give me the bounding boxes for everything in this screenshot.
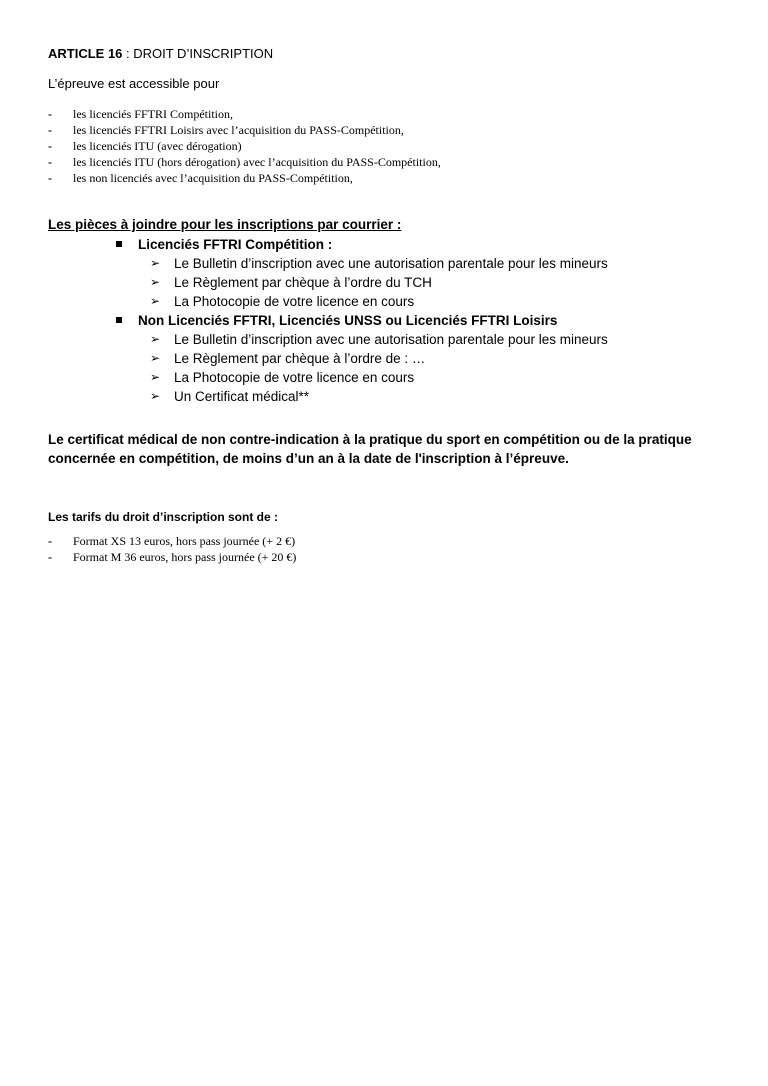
dash-icon: -: [48, 534, 52, 548]
article-title-text: : DROIT D’INSCRIPTION: [122, 46, 274, 61]
document-page: ARTICLE 16 : DROIT D’INSCRIPTION L’épreuve est accessible pour - les licenciés FFTRI Compétition, - les licenciés FFTRI Loisirs avec l’acquisition du PASS-Compétition, - les licenciés ITU (avec dérogation) - les licenciés ITU (hors dérogation) avec l’acquisition du PASS-Compétition, - les non licenciés avec l’acquisition du PASS-Compétition, Les pièces à joindre pour les inscriptions par courrier : Licenciés FFTRI Compétition : ➢ Le Bulletin d’inscription avec une autorisation parentale pour les mineurs ➢ Le Règlement par chèque à l’ordre du TCH ➢ La Photocopie de votre licence en cours Non Licenciés FFTRI, Licenciés UNSS ou Licenciés FFTRI Loisirs ➢ Le Bulletin d’inscription avec une autorisation parentale pour les mineurs ➢ Le Règlement par chèque à l’ordre de : … ➢ La Photocopie de votre licence en cours ➢ Un Certificat médical** Le certificat médical de non contre-indication à la pratique du sport en compétition ou de la pratique concernée en compétition, de moins d’un an à la date de l'inscription à l’épreuve. Les tarifs du droit d’inscription sont de : - Format XS 13 euros, hors pass journée (+ 2 €) - Format M 36 euros, hors pass journée (+ 20 €): [0, 0, 768, 1086]
square-bullet-icon: [116, 241, 122, 247]
tarifs-heading: Les tarifs du droit d’inscription sont de :: [48, 510, 279, 524]
article-title: [48, 46, 273, 61]
arrow-bullet-icon: ➢: [150, 294, 161, 308]
dash-icon: -: [48, 123, 52, 137]
dash-icon: -: [48, 550, 52, 564]
arrow-bullet-icon: ➢: [150, 332, 161, 346]
certificate-note: Le certificat médical de non contre-indication à la pratique du sport en compétition ou de la pratique concernée en compétition, de moins d’un an à la date de l'inscription à l’épreuve.: [48, 432, 692, 466]
arrow-bullet-icon: ➢: [150, 256, 161, 270]
arrow-bullet-icon: ➢: [150, 275, 161, 289]
dash-icon: -: [48, 107, 52, 121]
arrow-bullet-icon: ➢: [150, 370, 161, 384]
arrow-bullet-icon: ➢: [150, 351, 161, 365]
article-number: ARTICLE 16: [48, 46, 123, 61]
dash-icon: -: [48, 171, 52, 185]
square-bullet-icon: [116, 317, 122, 323]
documents-heading: Les pièces à joindre pour les inscriptions par courrier :: [48, 217, 402, 232]
dash-icon: -: [48, 139, 52, 153]
intro-text: L’épreuve est accessible pour: [48, 76, 220, 91]
dash-icon: -: [48, 155, 52, 169]
arrow-bullet-icon: ➢: [150, 389, 161, 403]
